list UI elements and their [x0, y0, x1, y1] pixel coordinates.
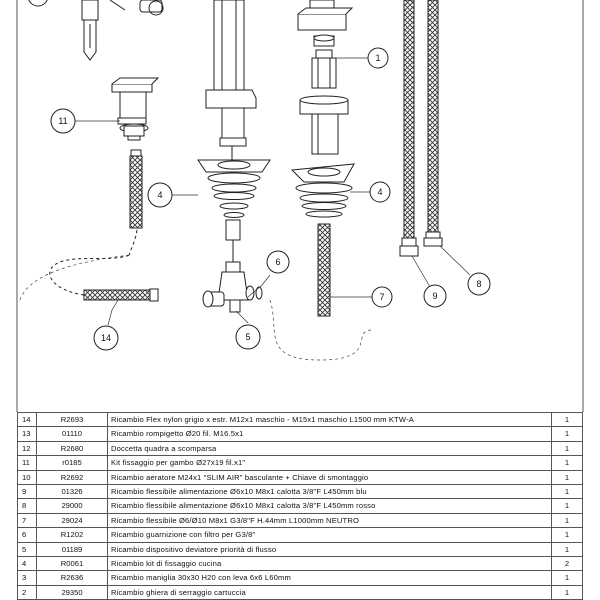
table-row [18, 513, 583, 527]
quantity-cell: 1 [552, 499, 583, 513]
callout-4-left: 4 [157, 190, 163, 200]
position-cell: 12 [18, 441, 37, 455]
position-cell: 14 [18, 413, 37, 427]
description-cell: Ricambio flessibile alimentazione Ø6x10 M8x1 calotta 3/8"F L450mm rosso [108, 499, 552, 513]
quantity-cell: 1 [552, 470, 583, 484]
quantity-cell: 1 [552, 571, 583, 585]
cartridge-assembly [292, 0, 354, 316]
callout-8: 8 [476, 279, 482, 289]
table-row [18, 585, 583, 599]
quantity-cell: 1 [552, 528, 583, 542]
code-cell: 01326 [37, 485, 108, 499]
position-cell: 8 [18, 499, 37, 513]
code-cell: R2693 [37, 413, 108, 427]
callout-1: 1 [375, 53, 381, 63]
description-cell: Ricambio flessibile alimentazione Ø6x10 M8x1 calotta 3/8"F L450mm blu [108, 485, 552, 499]
table-row [18, 542, 583, 556]
table-row [18, 456, 583, 470]
position-cell: 6 [18, 528, 37, 542]
table-row [18, 441, 583, 455]
position-cell: 4 [18, 557, 37, 571]
flex-hose-14 [50, 230, 158, 301]
code-cell: r0185 [37, 456, 108, 470]
callout-4-right: 4 [377, 187, 383, 197]
supply-hoses [400, 0, 442, 256]
code-cell: 29000 [37, 499, 108, 513]
description-cell: Ricambio ghiera di serraggio cartuccia [108, 585, 552, 599]
table-row [18, 557, 583, 571]
code-cell: R2680 [37, 441, 108, 455]
table-row [18, 427, 583, 441]
position-cell: 3 [18, 571, 37, 585]
description-cell: Ricambio maniglia 30x30 H20 con leva 6x6 L60mm [108, 571, 552, 585]
code-cell: 01189 [37, 542, 108, 556]
description-cell: Ricambio guarnizione con filtro per G3/8" [108, 528, 552, 542]
description-cell: Ricambio Flex nylon grigio x estr. M12x1 maschio - M15x1 maschio L1500 mm KTW-A [108, 413, 552, 427]
position-cell: 2 [18, 585, 37, 599]
quantity-cell: 1 [552, 542, 583, 556]
top-left-fragment [28, 0, 163, 60]
spout-body [198, 0, 270, 262]
code-cell: 01110 [37, 427, 108, 441]
quantity-cell: 1 [552, 456, 583, 470]
description-cell: Ricambio dispositivo deviatore priorità di flusso [108, 542, 552, 556]
description-cell: Ricambio rompigetto Ø20 fil. M16.5x1 [108, 427, 552, 441]
callout-11: 11 [58, 116, 68, 126]
position-cell: 5 [18, 542, 37, 556]
callout-7: 7 [379, 292, 385, 302]
position-cell: 10 [18, 470, 37, 484]
description-cell: Kit fissaggio per gambo Ø27x19 fil.x1" [108, 456, 552, 470]
quantity-cell: 1 [552, 441, 583, 455]
description-cell: Doccetta quadra a scomparsa [108, 441, 552, 455]
table-row [18, 470, 583, 484]
code-cell: R2692 [37, 470, 108, 484]
table-row [18, 571, 583, 585]
position-cell: 11 [18, 456, 37, 470]
quantity-cell: 1 [552, 427, 583, 441]
callout-bubbles [51, 48, 490, 350]
code-cell: R2636 [37, 571, 108, 585]
description-cell: Ricambio kit di fissaggio cucina [108, 557, 552, 571]
table-row [18, 528, 583, 542]
diverter-part [203, 262, 262, 312]
quantity-cell: 1 [552, 413, 583, 427]
code-cell: 29350 [37, 585, 108, 599]
description-cell: Ricambio flessibile Ø6/Ø10 M8x1 G3/8"F H.44mm L1000mm NEUTRO [108, 513, 552, 527]
quantity-cell: 2 [552, 557, 583, 571]
position-cell: 9 [18, 485, 37, 499]
callout-14: 14 [100, 333, 112, 343]
position-cell: 7 [18, 513, 37, 527]
quantity-cell: 1 [552, 513, 583, 527]
table-row [18, 485, 583, 499]
table-row [18, 413, 583, 427]
callout-9: 9 [432, 291, 438, 301]
quantity-cell: 1 [552, 485, 583, 499]
code-cell: 29024 [37, 513, 108, 527]
fixing-kit-11 [112, 78, 158, 228]
position-cell: 13 [18, 427, 37, 441]
code-cell: R0061 [37, 557, 108, 571]
table-row [18, 499, 583, 513]
parts-list-table [17, 412, 583, 600]
callout-6: 6 [275, 257, 281, 267]
quantity-cell: 1 [552, 585, 583, 599]
description-cell: Ricambio aeratore M24x1 "SLIM AIR" basculante + Chiave di smontaggio [108, 470, 552, 484]
callout-5: 5 [245, 332, 251, 342]
code-cell: R1202 [37, 528, 108, 542]
